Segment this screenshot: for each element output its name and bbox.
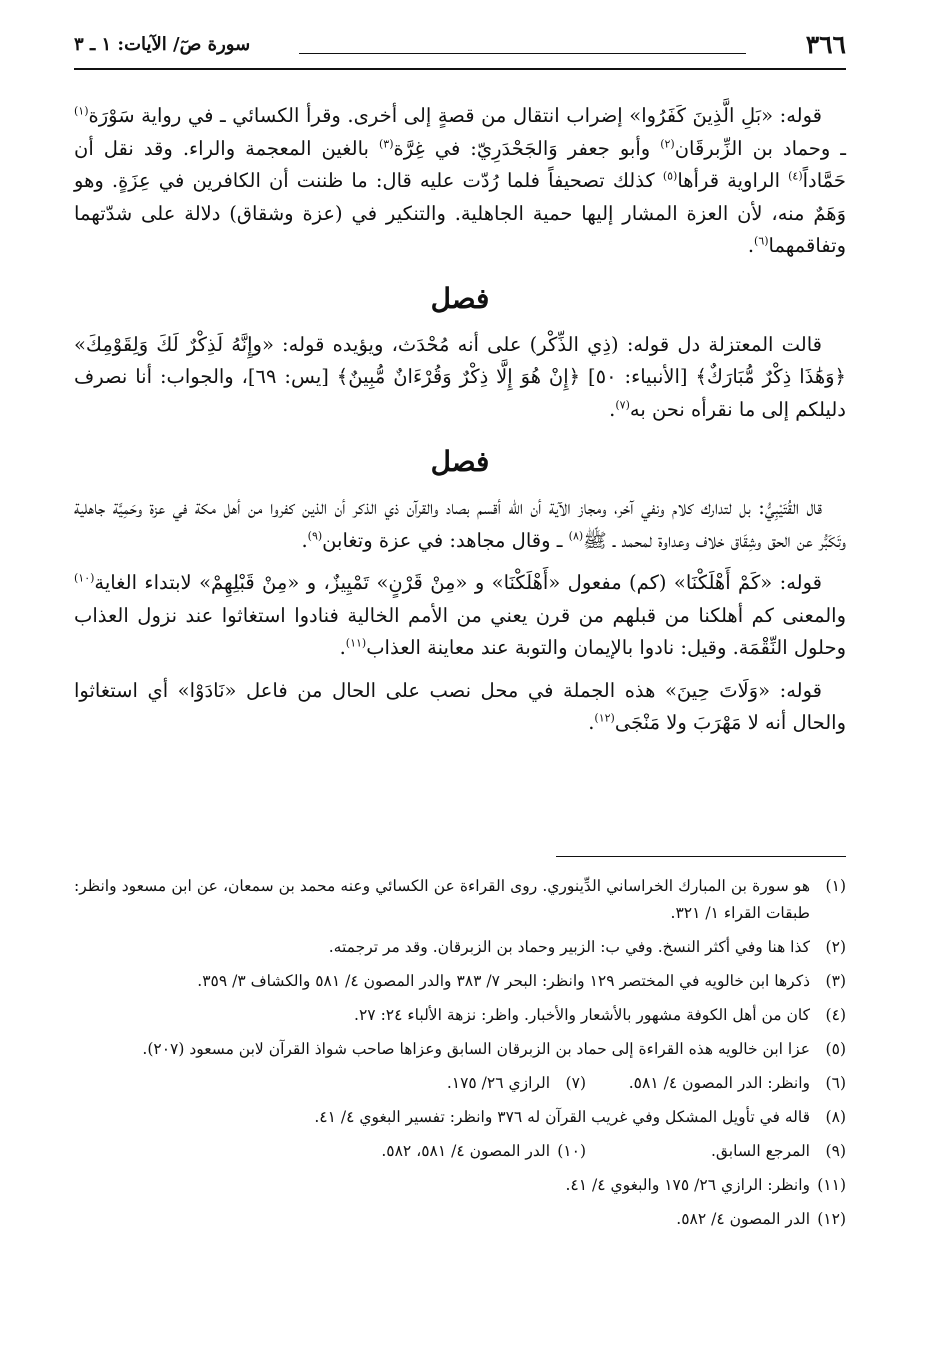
running-title: سورة صٓ/ الآيات: ١ ـ ٣: [74, 34, 251, 55]
footnote-number: (٦): [825, 1074, 846, 1092]
footnote-ref[interactable]: (٣): [378, 137, 394, 150]
footnote-ref[interactable]: (١٢): [594, 711, 615, 725]
footnote-row: [74, 1070, 846, 1097]
text: بالغين المعجمة والراء. وقد نقل أن حَمَّاداً: [74, 136, 846, 192]
footnote-ref[interactable]: (٥): [662, 169, 678, 183]
text: ـ وقال مجاهد: في عزة وتغابن: [322, 528, 569, 552]
footnote-number: (١): [825, 877, 846, 895]
footnote-2: [74, 934, 846, 961]
text: قوله: «كَمْ أَهْلَكْنَا» (كم) مفعول «أَهْلَكْنَا» و «مِنْ قَرْنٍ» تَمْيِيزٌ، و «مِنْ قَبْلِهِمْ» لابتداء الغاية: [94, 571, 822, 594]
footnote-number: (٨): [825, 1108, 846, 1126]
footnote-number: (٥): [825, 1040, 846, 1058]
footnote-ref[interactable]: (٤): [788, 169, 803, 183]
text: قال القُتَيْبِيُّ: بل لتدارك كلام ونفي آخر، ومجاز الآية أن الله أقسم بصاد والقرآن ذي الذكر أن الذين كفروا من أهل مكة في عزة وحَمِيَّة جاهلية وتَكَبُّر عن الحق وشِقَاق خلاف وعداوة لمحمد ـ ﷺ: [74, 496, 846, 552]
footnote-number: (٣): [825, 972, 846, 990]
footnote-text: الدر المصون ٤/ ٥٨٢.: [676, 1210, 810, 1228]
footnote-11: [74, 1172, 846, 1199]
header-rule: [299, 53, 746, 54]
text: كذلك تصحيفاً فلما رُدّت عليه قال: ما ظننت أن الكافرين في عِزَةٍ. وهو وَهَمٌ منه، لأن العزة المشار إليها حمية الجاهلية. والتنكير في (عزة وشقاق) دلالة على شدّتهما وتفاقمهما: [74, 169, 846, 257]
footnote-text: المرجع السابق.: [710, 1142, 810, 1160]
text: .: [588, 711, 595, 734]
footnote-ref[interactable]: (١): [74, 104, 89, 118]
footnote-3: [74, 968, 846, 995]
footnote-text: هو سورة بن المبارك الخراساني الدِّينوري. روى القراءة عن الكسائي وعنه محمد بن سمعان، عن ابن مسعود وانظر: طبقات القراء ١/ ٣٢١.: [74, 877, 811, 922]
footnote-ref[interactable]: (٨): [568, 529, 584, 542]
text: والمعنى كم أهلكنا من قبلهم من قرن يعني من الأمم الخالية فنادوا استغاثوا عند نزول العذاب وحلول النِّقْمَة. وقيل: نادوا بالإيمان والتوبة عند معاينة العذاب: [74, 603, 846, 659]
page-header: [74, 28, 846, 70]
footnote-number: (١٠): [557, 1142, 586, 1160]
text: .: [609, 397, 616, 421]
text: .: [747, 234, 755, 257]
book-page: [74, 28, 846, 1348]
footnote-ref[interactable]: (٢): [660, 137, 675, 150]
text: الراوية قرأها: [677, 169, 789, 192]
footnote-text: وانظر: الرازي ٢٦/ ١٧٥ والبغوي ٤/ ٤١.: [565, 1176, 810, 1194]
footnote-number: (٧): [565, 1074, 586, 1092]
footnotes: [74, 873, 846, 1240]
footnote-12: [74, 1206, 846, 1233]
footnote-text: الدر المصون ٤/ ٥٨١، ٥٨٢.: [381, 1142, 550, 1160]
footnote-ref[interactable]: (١١): [345, 636, 367, 650]
footnote-text: عزا ابن خالويه هذه القراءة إلى حماد بن الزبرقان السابق وعزاها صاحب شواذ القرآن لابن مسعود (٢٠٧).: [142, 1040, 810, 1058]
footnote-10: [381, 1138, 586, 1165]
footnote-8: [74, 1104, 846, 1131]
paragraph-5: [74, 675, 846, 740]
footnote-text: ذكرها ابن خالويه في المختصر ١٢٩ وانظر: البحر ٧/ ٣٨٣ والدر المصون ٤/ ٥٨١ والكشاف ٣/ ٣٥٩.: [197, 972, 810, 990]
footnote-6: [586, 1070, 846, 1097]
footnote-row: [74, 1138, 846, 1165]
footnote-text: وانظر: الدر المصون ٤/ ٥٨١.: [628, 1074, 810, 1092]
footnote-ref[interactable]: (١٠): [74, 571, 95, 585]
text: .: [301, 528, 308, 552]
page-number: ٣٦٦: [805, 30, 846, 59]
footnote-number: (١٢): [817, 1210, 846, 1228]
footnote-text: قاله في تأويل المشكل وفي غريب القرآن له ٣٧٦ وانظر: تفسير البغوي ٤/ ٤١.: [314, 1108, 810, 1126]
footnote-separator: [556, 856, 846, 857]
footnote-7: [447, 1070, 586, 1097]
footnote-5: [74, 1036, 846, 1063]
text: وأبو جعفر وَالجَحْدَرِيّ: في غِرَّة: [393, 136, 661, 160]
text: .: [339, 636, 346, 659]
section-heading: فصل: [430, 281, 490, 315]
footnote-1: [74, 873, 846, 927]
footnote-number: (٢): [825, 938, 846, 956]
paragraph-2: [74, 329, 846, 427]
text: قوله: «وَلَاتَ حِينَ» هذه الجملة في محل نصب على الحال من فاعل «نَادَوْا» أي استغاثوا والحال أنه لا مَهْرَبَ ولا مَنْجَى: [74, 678, 846, 734]
paragraph-3: [74, 492, 846, 557]
footnote-4: [74, 1002, 846, 1029]
paragraph-1: [74, 100, 846, 263]
text: قالت المعتزلة دل قوله: (ذِي الذِّكْر) على أنه مُحْدَث، ويؤيده قوله: «وإِنَّهُ لَذِكْرٌ لَكَ وَلِقَوْمِكَ» ﴿وَهَٰذَا ذِكْرٌ مُّبَارَكٌ﴾ [الأنبياء: ٥٠] ﴿إِنْ هُوَ إِلَّا ذِكْرٌ وَقُرْءَانٌ مُّبِينٌ﴾ [يس: ٦٩]، والجواب: أنا نصرف دليلكم إلى ما نقرأه نحن به: [74, 332, 846, 421]
footnote-text: كان من أهل الكوفة مشهور بالأشعار والأخبار. واظر: نزهة الألباء ٢٤: ٢٧.: [354, 1006, 810, 1024]
footnote-ref[interactable]: (٦): [754, 234, 769, 248]
paragraph-4: [74, 567, 846, 665]
footnote-number: (٤): [825, 1006, 846, 1024]
text: قوله: «بَلِ الَّذِينَ كَفَرُوا» إضراب انتقال من قصةٍ إلى أخرى. وقرأ الكسائي ـ في رواية سَوْرَة: [88, 104, 822, 127]
text: ـ وحماد بن الزِّبرقَان: [674, 136, 846, 160]
footnote-number: (٩): [825, 1142, 846, 1160]
section-heading: فصل: [430, 445, 490, 478]
main-text: [74, 100, 846, 750]
footnote-ref[interactable]: (٧): [615, 398, 630, 411]
footnote-text: كذا هنا وفي أكثر النسخ. وفي ب: الزبير وحماد بن الزبرقان. وقد مر ترجمته.: [328, 938, 810, 956]
footnote-text: الرازي ٢٦/ ١٧٥.: [446, 1074, 550, 1092]
footnote-9: [586, 1138, 846, 1165]
footnote-number: (١١): [817, 1176, 846, 1194]
footnote-ref[interactable]: (٩): [307, 529, 323, 542]
